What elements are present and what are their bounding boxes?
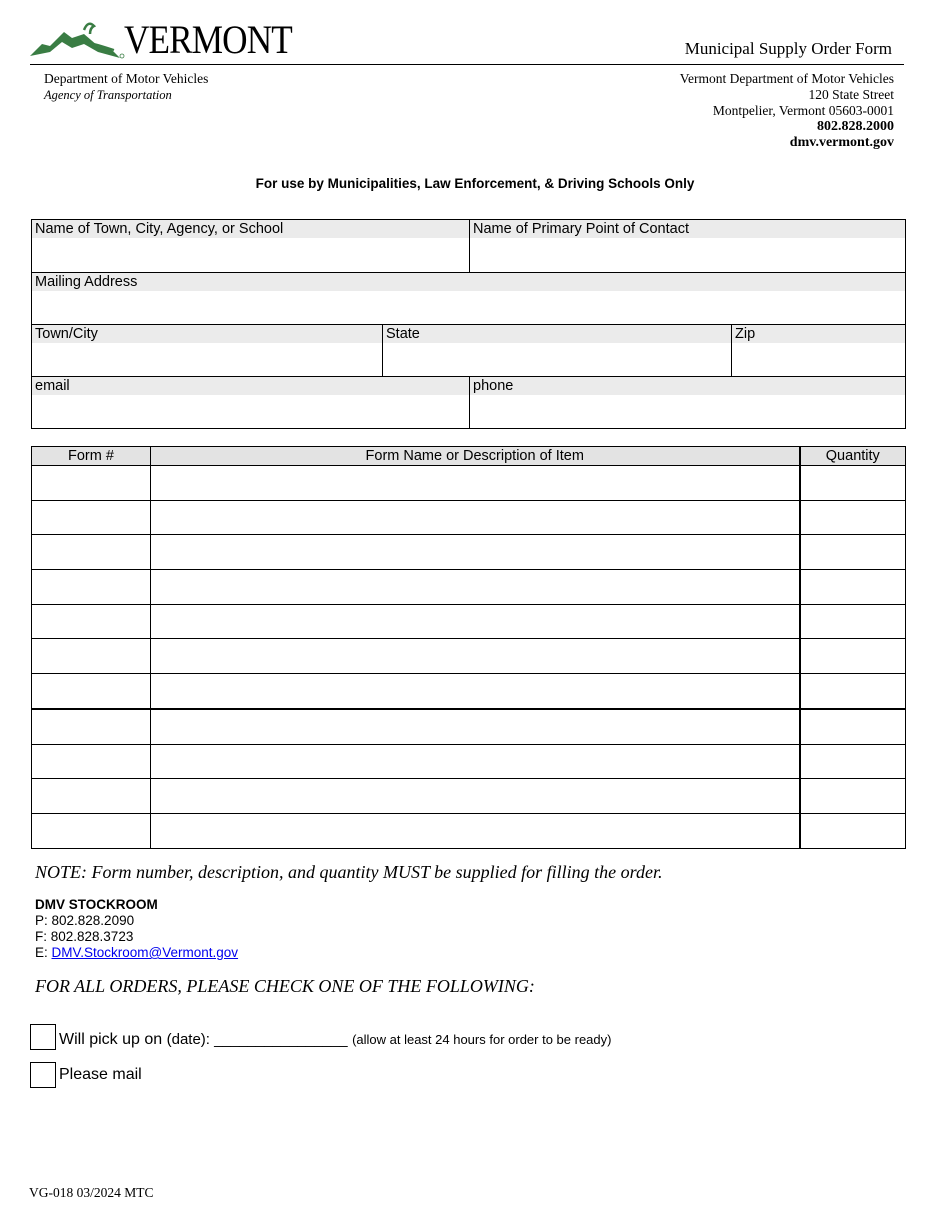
mountain-logo-icon — [28, 18, 128, 62]
items-table — [31, 446, 906, 849]
form-number-cell[interactable] — [32, 500, 151, 535]
form-title: Municipal Supply Order Form — [684, 39, 892, 58]
description-cell[interactable] — [150, 500, 799, 535]
stockroom-phone: P: 802.828.2090 — [35, 913, 135, 928]
table-row — [32, 604, 906, 639]
name-field[interactable] — [32, 220, 469, 272]
table-row — [32, 570, 906, 605]
quantity-cell[interactable] — [800, 500, 906, 535]
description-cell[interactable] — [150, 813, 799, 848]
table-row — [32, 813, 906, 848]
pickup-date-field[interactable]: (date): ________________ — [166, 1031, 348, 1048]
zip-field[interactable] — [731, 324, 905, 376]
quantity-cell[interactable] — [800, 709, 906, 744]
header-quantity: Quantity — [800, 447, 906, 466]
table-row — [32, 500, 906, 535]
description-cell[interactable] — [150, 674, 799, 709]
quantity-cell[interactable] — [800, 604, 906, 639]
vermont-logo — [28, 18, 290, 62]
description-cell[interactable] — [150, 604, 799, 639]
orders-heading: FOR ALL ORDERS, PLEASE CHECK ONE OF THE FOLLOWING: — [35, 976, 535, 996]
form-number-cell[interactable] — [32, 744, 151, 779]
form-number-cell[interactable] — [32, 709, 151, 744]
address-city: Montpelier, Vermont 05603-0001 — [712, 103, 894, 118]
phone-field[interactable] — [469, 376, 905, 428]
email-field-label: email — [32, 377, 469, 395]
mailing-address-label: Mailing Address — [32, 273, 905, 291]
table-row — [32, 709, 906, 744]
table-row — [32, 466, 906, 501]
table-row — [32, 744, 906, 779]
stockroom-block — [35, 897, 238, 961]
zip-field-label: Zip — [732, 325, 905, 343]
address-phone: 802.828.2000 — [817, 119, 894, 134]
form-number-cell[interactable] — [32, 674, 151, 709]
pickup-note: (allow at least 24 hours for order to be ready) — [352, 1032, 612, 1047]
items-table-header — [32, 447, 906, 466]
email-field[interactable] — [32, 376, 469, 428]
quantity-cell[interactable] — [800, 570, 906, 605]
mail-checkbox[interactable] — [30, 1062, 56, 1088]
department-block — [44, 71, 208, 103]
form-number-cell[interactable] — [32, 570, 151, 605]
phone-field-label: phone — [470, 377, 905, 395]
stockroom-fax: F: 802.828.3723 — [35, 929, 134, 944]
pickup-option — [59, 1031, 611, 1049]
order-note: NOTE: Form number, description, and quantity MUST be supplied for filling the order. — [35, 862, 663, 882]
quantity-cell[interactable] — [800, 813, 906, 848]
stockroom-title: DMV STOCKROOM — [35, 897, 158, 912]
form-code-footer: VG-018 03/2024 MTC — [29, 1185, 154, 1200]
description-cell[interactable] — [150, 570, 799, 605]
address-org: Vermont Department of Motor Vehicles — [679, 71, 894, 86]
state-field-label: State — [383, 325, 731, 343]
usage-note: For use by Municipalities, Law Enforcement, & Driving Schools Only — [255, 176, 695, 191]
form-number-cell[interactable] — [32, 466, 151, 501]
mailing-address-field[interactable] — [32, 272, 905, 324]
table-row — [32, 674, 906, 709]
mail-label: Please mail — [59, 1066, 142, 1083]
quantity-cell[interactable] — [800, 466, 906, 501]
header-description: Form Name or Description of Item — [150, 447, 799, 466]
description-cell[interactable] — [150, 744, 799, 779]
address-website: dmv.vermont.gov — [789, 135, 894, 150]
quantity-cell[interactable] — [800, 779, 906, 814]
header-divider — [30, 64, 904, 65]
description-cell[interactable] — [150, 709, 799, 744]
town-field[interactable] — [32, 324, 382, 376]
form-number-cell[interactable] — [32, 813, 151, 848]
description-cell[interactable] — [150, 639, 799, 674]
name-field-label: Name of Town, City, Agency, or School — [32, 220, 469, 238]
table-row — [32, 639, 906, 674]
agency-name: Agency of Transportation — [44, 88, 172, 102]
description-cell[interactable] — [150, 535, 799, 570]
quantity-cell[interactable] — [800, 535, 906, 570]
contact-field-label: Name of Primary Point of Contact — [470, 220, 905, 238]
form-number-cell[interactable] — [32, 779, 151, 814]
table-row — [32, 779, 906, 814]
contact-field[interactable] — [469, 220, 905, 272]
form-number-cell[interactable] — [32, 639, 151, 674]
department-name: Department of Motor Vehicles — [44, 71, 209, 86]
form-number-cell[interactable] — [32, 535, 151, 570]
address-street: 120 State Street — [808, 87, 894, 102]
contact-info-grid — [31, 219, 906, 429]
pickup-checkbox[interactable] — [30, 1024, 56, 1050]
form-number-cell[interactable] — [32, 604, 151, 639]
quantity-cell[interactable] — [800, 744, 906, 779]
state-field[interactable] — [382, 324, 731, 376]
table-row — [32, 535, 906, 570]
quantity-cell[interactable] — [800, 674, 906, 709]
stockroom-email-line — [35, 945, 238, 961]
town-field-label: Town/City — [32, 325, 382, 343]
address-block — [680, 71, 894, 151]
stockroom-email-prefix: E: — [35, 945, 52, 960]
pickup-label: Will pick up on — [59, 1031, 163, 1048]
header-form-number: Form # — [32, 447, 151, 466]
logo-wordmark: VERMONT — [124, 17, 292, 62]
description-cell[interactable] — [150, 779, 799, 814]
quantity-cell[interactable] — [800, 639, 906, 674]
stockroom-email-link[interactable]: DMV.Stockroom@Vermont.gov — [51, 945, 239, 960]
description-cell[interactable] — [150, 466, 799, 501]
